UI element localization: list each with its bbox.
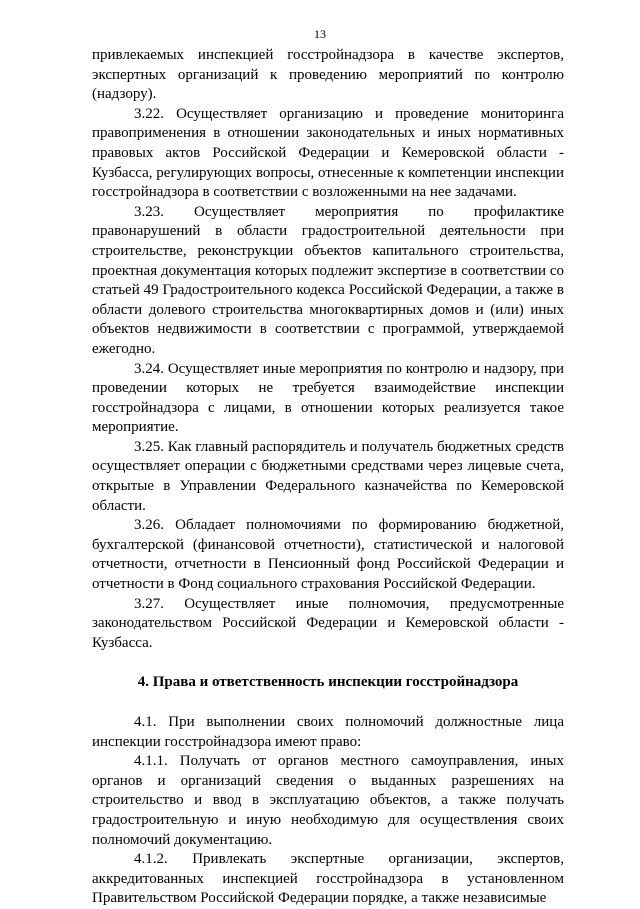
paragraph-4-1: 4.1. При выполнении своих полномочий должностные лица инспекции госстройнадзора имеют право:: [92, 714, 564, 750]
paragraph-4-1-1: 4.1.1. Получать от органов местного самоуправления, иных органов и организаций сведения о выданных разрешениях на строительство и ввод в эксплуатацию объектов, а также получать градостроительную и иную необходимую для осуществления своих полномочий документацию.: [92, 753, 564, 848]
paragraph-3-23: 3.23. Осуществляет мероприятия по профилактике правонарушений в области градостроительной деятельности при строительстве, реконструкции объектов капитального строительства, проектная документация которых подлежит экспертизе в соответствии со статьей 49 Градостроительного кодекса Российской Федерации, а также в области долевого строительства многоквартирных домов и (или) иных объектов недвижимости в соответствии с программой, утверждаемой ежегодно.: [92, 203, 564, 357]
paragraph-3-25: 3.25. Как главный распорядитель и получатель бюджетных средств осуществляет операции с бюджетными средствами через лицевые счета, открытые в Управлении Федерального казначейства по Кемеровской области.: [92, 438, 564, 514]
section-heading: 4. Права и ответственность инспекции госстройнадзора: [137, 674, 519, 691]
document-body: [92, 46, 564, 909]
paragraph-continuation: привлекаемых инспекцией госстройнадзора в качестве экспертов, экспертных организаций к проведению мероприятий по контролю (надзору).: [92, 47, 564, 103]
paragraph-3-26: 3.26. Обладает полномочиями по формированию бюджетной, бухгалтерской (финансовой отчетности), статистической и налоговой отчетности, отчетности в Пенсионный фонд Российской Федерации и отчетности в Фонд социального страхования Российской Федерации.: [92, 517, 564, 593]
section-spacing-top: [92, 653, 564, 673]
section-spacing-bottom: [92, 693, 564, 713]
paragraph-4-1-2: 4.1.2. Привлекать экспертные организации, экспертов, аккредитованных инспекцией госстройнадзора в установленном Правительством Российской Федерации порядке, а также независимые: [92, 851, 564, 907]
paragraph-3-24: 3.24. Осуществляет иные мероприятия по контролю и надзору, при проведении которых не требуется взаимодействие инспекции госстройнадзора с лицами, в отношении которых реализуется такое мероприятие.: [92, 360, 564, 436]
paragraph-3-27: 3.27. Осуществляет иные полномочия, предусмотренные законодательством Российской Федерации и Кемеровской области - Кузбасса.: [92, 595, 564, 651]
paragraph-3-22: 3.22. Осуществляет организацию и проведение мониторинга правоприменения в отношении законодательных и иных нормативных правовых актов Российской Федерации и Кемеровской области - Кузбасса, регулирующих вопросы, отнесенные к компетенции инспекции госстройнадзора в соответствии с возложенными на нее задачами.: [92, 105, 564, 201]
page-number: 13: [314, 27, 326, 41]
